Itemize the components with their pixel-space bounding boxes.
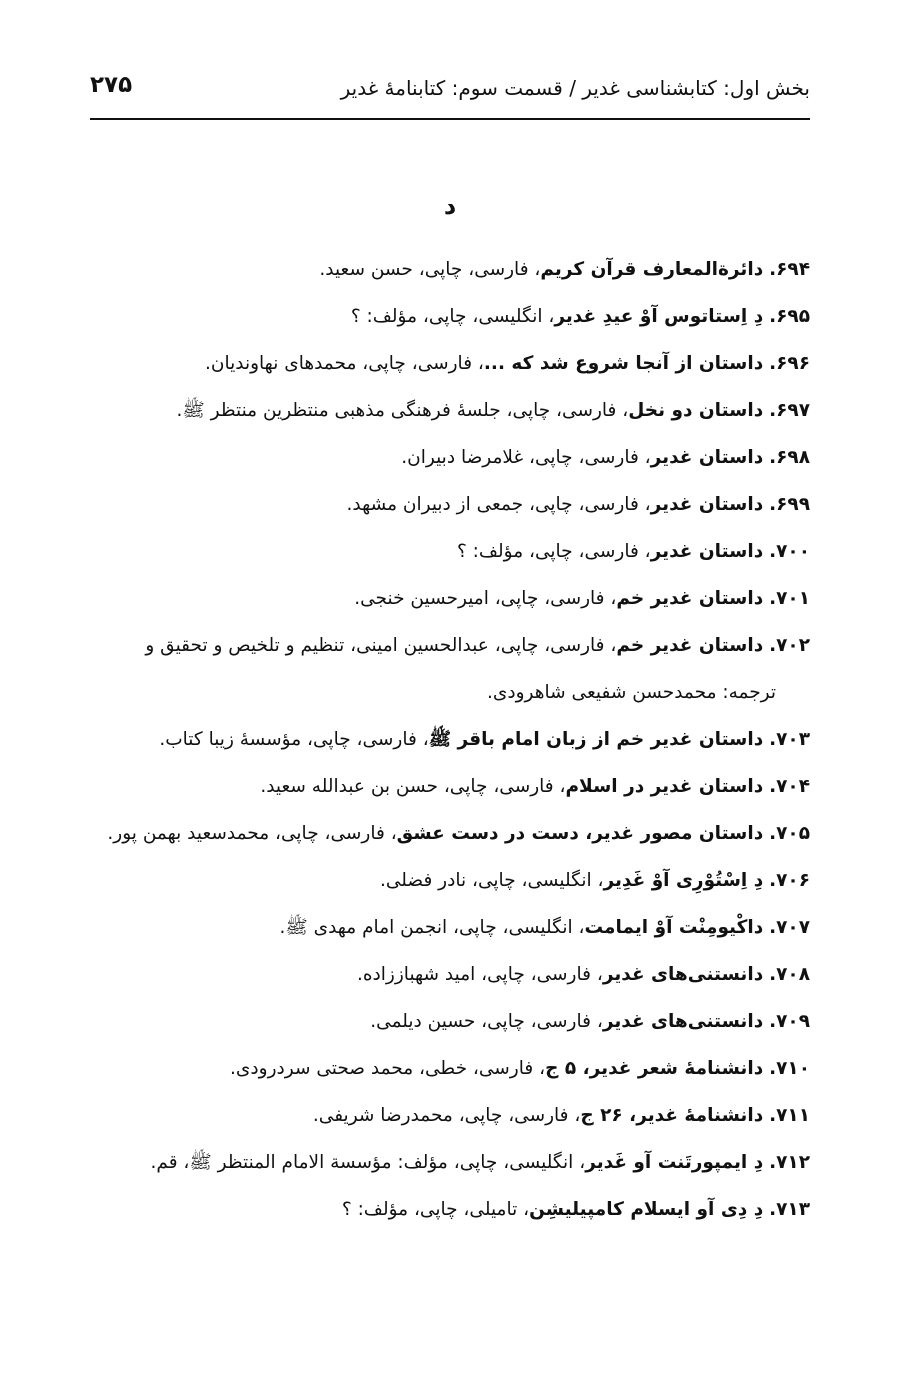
bibliography-entry: [90, 293, 810, 340]
entry-title: دانستنی‌های غدیر: [602, 964, 764, 985]
bibliography-entry: [90, 810, 810, 857]
entry-details: ، فارسی، چاپی، امید شهباززاده.: [356, 964, 603, 985]
entry-details: ، فارسی، چاپی، مؤلف: ؟: [456, 541, 651, 562]
entry-number: ۷۰۴.: [769, 776, 810, 797]
entry-details: ، فارسی، چاپی، جلسۀ فرهنگی مذهبی منتظرین منتظر ﷺ.: [176, 400, 629, 421]
entry-title: داستان غدیر خم از زبان امام باقر ﷺ: [428, 729, 764, 750]
entry-title: داستان غدیر در اسلام: [565, 776, 764, 797]
entry-title: داستان مصور غدیر، دست در دست عشق: [396, 823, 764, 844]
entry-number: ۶۹۵.: [769, 306, 810, 327]
bibliography-entry: [90, 1139, 810, 1186]
entry-number: ۷۱۳.: [769, 1199, 810, 1220]
entry-title: داستان غدیر خم: [616, 588, 764, 609]
entry-number: ۷۰۷.: [769, 917, 810, 938]
entry-number: ۷۰۳.: [769, 729, 810, 750]
entry-details: ، فارسی، چاپی، حسن سعید.: [319, 259, 541, 280]
entry-number: ۷۰۸.: [769, 964, 810, 985]
entry-number: ۷۰۲.: [769, 635, 810, 656]
page-header: [90, 70, 810, 120]
bibliography-entry: [90, 1045, 810, 1092]
entry-title: داستان دو نخل: [628, 400, 764, 421]
running-head: بخش اول: کتابشناسی غدیر / قسمت سوم: کتابنامۀ غدیر: [340, 76, 810, 100]
bibliography-entry: [90, 1186, 810, 1233]
entry-details: ، فارسی، چاپی، محمدسعید بهمن پور.: [107, 823, 397, 844]
entry-title: داستان غدیر: [650, 541, 764, 562]
entry-number: ۶۹۴.: [769, 259, 810, 280]
bibliography-entry: [90, 951, 810, 998]
entry-title: دانشنامۀ غدیر، ۲۶ ج: [580, 1105, 764, 1126]
entry-number: ۶۹۸.: [769, 447, 810, 468]
entry-title: دِ اِستاتوس آوْ عیدِ غدیر: [554, 306, 764, 327]
bibliography-entry: [90, 481, 810, 528]
bibliography-entry: [90, 857, 810, 904]
entry-details: ، انگلیسی، چاپی، نادر فضلی.: [379, 870, 604, 891]
entry-number: ۷۰۱.: [769, 588, 810, 609]
bibliography-list: [90, 246, 810, 1233]
entry-details: ، فارسی، چاپی، مؤسسۀ زیبا کتاب.: [159, 729, 429, 750]
entry-number: ۷۱۱.: [769, 1105, 810, 1126]
entry-details: ، فارسی، چاپی، عبدالحسین امینی، تنظیم و تلخیص و تحقیق و: [145, 635, 617, 656]
bibliography-entry: [90, 716, 810, 763]
entry-number: ۷۰۹.: [769, 1011, 810, 1032]
entry-title: دِ ایمپورتَنت آو غَدیر: [585, 1152, 764, 1173]
entry-number: ۶۹۷.: [769, 400, 810, 421]
bibliography-entry: [90, 622, 810, 716]
entry-title: داستان غدیر خم: [616, 635, 764, 656]
entry-title: داستان غدیر: [650, 447, 764, 468]
entry-number: ۶۹۶.: [769, 353, 810, 374]
entry-number: ۷۰۵.: [769, 823, 810, 844]
bibliography-entry: [90, 340, 810, 387]
bibliography-entry: [90, 998, 810, 1045]
bibliography-entry: [90, 763, 810, 810]
entry-number: ۶۹۹.: [769, 494, 810, 515]
bibliography-entry: [90, 904, 810, 951]
section-letter: د: [443, 192, 457, 220]
page-number: ۲۷۵: [90, 72, 133, 98]
bibliography-entry: [90, 528, 810, 575]
bibliography-entry: [90, 575, 810, 622]
entry-details: ، فارسی، چاپی، جمعی از دبیران مشهد.: [346, 494, 651, 515]
entry-details: ، انگلیسی، چاپی، مؤلف: ؟: [350, 306, 555, 327]
entry-title: دائرةالمعارف قرآن کریم: [540, 259, 764, 280]
bibliography-entry: [90, 387, 810, 434]
entry-title: دِ اِسْتُوْرِی آوْ غَدِیر: [603, 870, 764, 891]
entry-details: ، فارسی، چاپی، محمدهای نهاوندیان.: [204, 353, 484, 374]
entry-title: داستان از آنجا شروع شد که ...: [483, 353, 764, 374]
entry-details: ، فارسی، چاپی، امیرحسین خنجی.: [354, 588, 617, 609]
entry-details: ، فارسی، چاپی، محمدرضا شریفی.: [312, 1105, 581, 1126]
entry-details: ، انگلیسی، چاپی، مؤلف: مؤسسة الامام المنتظر ﷺ، قم.: [150, 1152, 586, 1173]
entry-title: داکْیومِنْت آوْ ایمامت: [584, 917, 764, 938]
entry-title: دانستنی‌های غدیر: [602, 1011, 764, 1032]
entry-details: ، فارسی، چاپی، غلامرضا دبیران.: [401, 447, 651, 468]
entry-details: ، فارسی، چاپی، حسن بن عبدالله سعید.: [260, 776, 566, 797]
entry-details: ، فارسی، خطی، محمد صحتی سردرودی.: [230, 1058, 546, 1079]
entry-number: ۷۱۲.: [769, 1152, 810, 1173]
entry-number: ۷۱۰.: [769, 1058, 810, 1079]
entry-number: ۷۰۰.: [769, 541, 810, 562]
bibliography-entry: [90, 434, 810, 481]
entry-details: ، فارسی، چاپی، حسین دیلمی.: [370, 1011, 603, 1032]
bibliography-entry: [90, 1092, 810, 1139]
bibliography-entry: [90, 246, 810, 293]
entry-title: داستان غدیر: [650, 494, 764, 515]
entry-details: ، انگلیسی، چاپی، انجمن امام مهدی ﷺ.: [279, 917, 585, 938]
entry-continuation: ترجمه: محمدحسن شفیعی شاهرودی.: [487, 682, 776, 703]
entry-details: ، تامیلی، چاپی، مؤلف: ؟: [341, 1199, 530, 1220]
entry-number: ۷۰۶.: [769, 870, 810, 891]
entry-title: دِ دِی آو ایسلام کامپیلیشِن: [529, 1199, 764, 1220]
entry-title: دانشنامۀ شعر غدیر، ۵ ج: [545, 1058, 764, 1079]
